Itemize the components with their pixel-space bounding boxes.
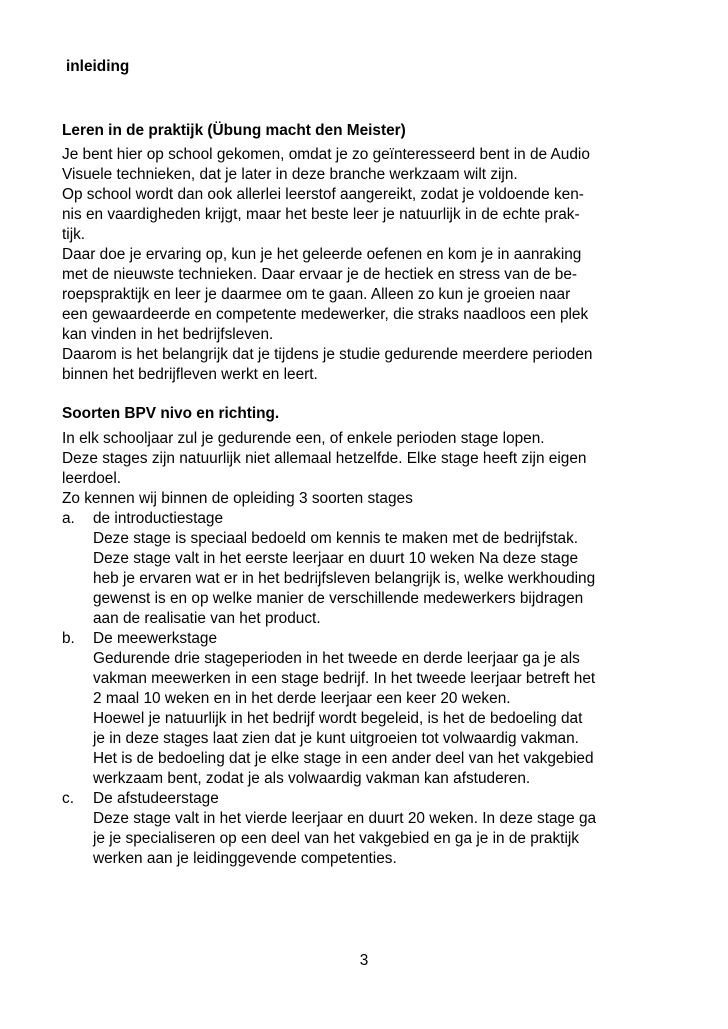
list-item-line: je in deze stages laat zien dat je kunt uitgroeien tot volwaardig vakman. [93,730,579,747]
list-item-title: de introductiestage [93,510,224,527]
section-heading-praktijk: Leren in de praktijk (Übung macht den Meister) [62,122,406,139]
list-item-line: Het is de bedoeling dat je elke stage in een ander deel van het vakgebied [93,750,594,767]
list-item-line: Hoewel je natuurlijk in het bedrijf wordt begeleid, is het de bedoeling dat [93,710,583,727]
list-item-line: werken aan je leidinggevende competenties. [93,850,397,867]
list-item-line: gewenst is en op welke manier de verschillende medewerkers bijdragen [93,590,584,607]
list-item-line: vakman meewerken in een stage bedrijf. In het tweede leerjaar betreft het [93,670,596,687]
list-item-line: Deze stage is speciaal bedoeld om kennis te maken met de bedrijfstak. [93,530,579,547]
list-item-line: heb je ervaren wat er in het bedrijfsleven belangrijk is, welke werkhouding [93,570,596,587]
list-item-line: Gedurende drie stageperioden in het tweede en derde leerjaar ga je als [93,650,580,667]
paragraph-line: binnen het bedrijfleven werkt en leert. [62,366,318,383]
paragraph-line: Visuele technieken, dat je later in deze branche werkzaam wilt zijn. [62,166,518,183]
paragraph-line: een gewaardeerde en competente medewerker, die straks naadloos een plek [62,306,589,323]
page-number: 3 [359,952,369,969]
paragraph-line: roepspraktijk en leer je daarmee om te gaan. Alleen zo kun je groeien naar [62,286,571,303]
paragraph-line: Zo kennen wij binnen de opleiding 3 soorten stages [62,490,413,507]
list-item-line: Deze stage valt in het eerste leerjaar en duurt 10 weken Na deze stage [93,550,579,567]
paragraph-line: Daarom is het belangrijk dat je tijdens je studie gedurende meerdere perioden [62,346,593,363]
paragraph-line: Op school wordt dan ook allerlei leerstof aangereikt, zodat je voldoende ken- [62,186,584,203]
paragraph-line: tijk. [62,226,86,243]
paragraph-line: nis en vaardigheden krijgt, maar het beste leer je natuurlijk in de echte prak- [62,206,580,223]
list-item-line: Deze stage valt in het vierde leerjaar en duurt 20 weken. In deze stage ga [93,810,597,827]
paragraph-line: Deze stages zijn natuurlijk niet allemaal hetzelfde. Elke stage heeft zijn eigen [62,450,587,467]
paragraph-line: In elk schooljaar zul je gedurende een, of enkele perioden stage lopen. [62,430,545,447]
paragraph-line: Je bent hier op school gekomen, omdat je zo geïnteresseerd bent in de Audio [62,146,590,163]
page-header: inleiding [66,58,130,75]
list-item-line: werkzaam bent, zodat je als volwaardig vakman kan afstuderen. [93,770,531,787]
list-item-line: 2 maal 10 weken en in het derde leerjaar een keer 20 weken. [93,690,511,707]
paragraph-line: Daar doe je ervaring op, kun je het geleerde oefenen en kom je in aanraking [62,246,582,263]
list-item-title: De meewerkstage [93,630,218,647]
paragraph-line: met de nieuwste technieken. Daar ervaar je de hectiek en stress van de be- [62,266,578,283]
paragraph-line: kan vinden in het bedrijfsleven. [62,326,274,343]
list-marker: c. [62,790,74,807]
list-item-line: aan de realisatie van het product. [93,610,321,627]
paragraph-line: leerdoel. [62,470,122,487]
section-heading-bpv: Soorten BPV nivo en richting. [62,405,280,422]
list-marker: a. [62,510,75,527]
list-item-title: De afstudeerstage [93,790,219,807]
list-item-line: je je specialiseren op een deel van het vakgebied en ga je in de praktijk [93,830,579,847]
list-marker: b. [62,630,75,647]
